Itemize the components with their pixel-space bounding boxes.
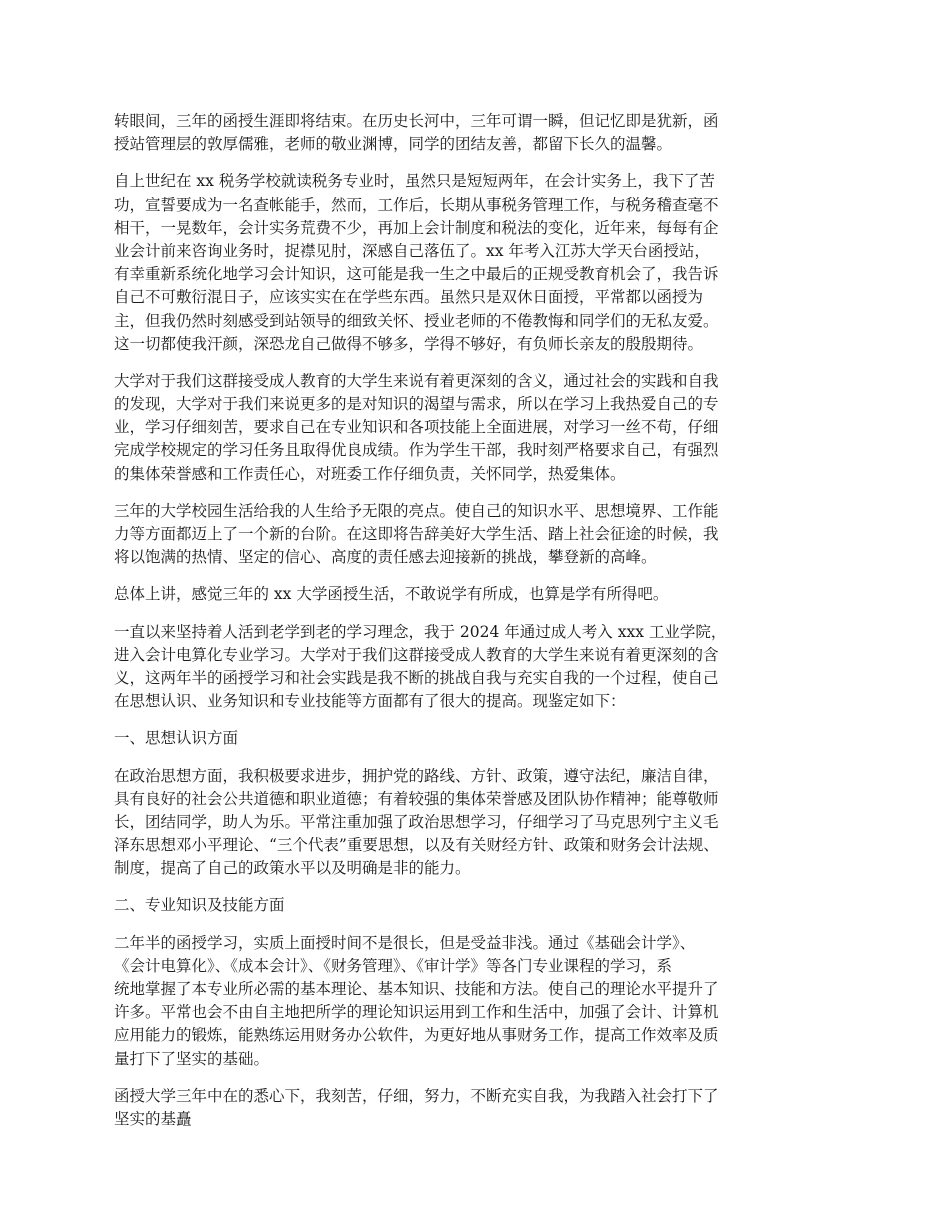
text-line: 这一切都使我汗颜，深恐龙自己做得不够多，学得不够好，有负师长亲友的殷殷期待。: [114, 334, 704, 353]
text-line: 业会计前来咨询业务时，捉襟见肘，深感自己落伍了。xx 年考入江苏大学天台函授站，: [114, 241, 710, 260]
text-line: 自己不可敷衍混日子，应该实实在在学些东西。虽然只是双休日面授，平常都以函授为: [114, 288, 704, 307]
text-line: 在政治思想方面，我积极要求进步，拥护党的路线、方针、政策，遵守法纪，廉洁自律，: [114, 766, 719, 785]
text-line: 相干，一晃数年，会计实务荒费不少，再加上会计制度和税法的变化，近年来，每每有企: [114, 218, 719, 237]
text-line: 坚实的基矗: [114, 1109, 192, 1128]
text-line: 的集体荣誉感和工作责任心，对班委工作仔细负责，关怀同学，热爱集体。: [114, 464, 626, 483]
text-line: 完成学校规定的学习任务且取得优良成绩。作为学生干部，我时刻严格要求自己，有强烈: [114, 441, 719, 460]
paragraph: [114, 170, 844, 356]
text-line: 力等方面都迈上了一个新的台阶。在这即将告辞美好大学生活、踏上社会征途的时候，我: [114, 525, 719, 543]
text-line: 进入会计电算化专业学习。大学对于我们这群接受成人教育的大学生来说有着更深刻的含: [114, 645, 719, 664]
text-line: 三年的大学校园生活给我的人生给予无限的亮点。使自己的知识水平、思想境界、工作能: [114, 501, 719, 520]
text-line: 具有良好的社会公共道德和职业道德；有着较强的集体荣誉感及团队协作精神；能尊敬师: [114, 789, 719, 808]
text-line: 一、思想认识方面: [114, 729, 239, 748]
text-line: 授站管理层的敦厚儒雅，老师的敬业渊博，同学的团结友善，都留下长久的温馨。: [114, 135, 673, 154]
text-line: 总体上讲，感觉三年的 xx 大学函授生活，不敢说学有所成，也算是学有所得吧。: [114, 585, 669, 604]
text-line: 二年半的函授学习，实质上面授时间不是很长，但是受益非浅。通过《基础会计学》、: [114, 933, 696, 952]
text-line: 制度，提高了自己的政策水平以及明确是非的能力。: [114, 859, 471, 878]
section-heading: [114, 727, 844, 750]
text-line: 在思想认识、业务知识和专业技能等方面都有了很大的提高。现鉴定如下：: [114, 692, 626, 711]
text-line: 一直以来坚持着人活到老学到老的学习理念，我于 2024 年通过成人考入 xxx 工业学院，: [114, 622, 727, 641]
text-line: 将以饱满的热情、坚定的信心、高度的责任感去迎接新的挑战，攀登新的高峰。: [114, 548, 657, 567]
paragraph: [114, 583, 844, 606]
text-line: 许多。平常也会不由自主地把所学的理论知识运用到工作和生活中，加强了会计、计算机: [114, 1003, 719, 1022]
text-line: 义，这两年半的函授学习和社会实践是我不断的挑战自我与充实自我的一个过程，使自己: [114, 668, 719, 687]
paragraph: [114, 932, 844, 1071]
paragraph: [114, 110, 844, 156]
text-line: 统地掌握了本专业所必需的基本理论、基本知识、技能和方法。使自己的理论水平提升了: [114, 980, 719, 998]
section-heading: [114, 894, 844, 917]
paragraph: [114, 621, 844, 714]
text-line: 转眼间，三年的函授生涯即将结束。在历史长河中，三年可谓一瞬，但记忆即是犹新，函: [114, 112, 719, 130]
text-line: 《会计电算化》、《成本会计》、《财务管理》、《审计学》等各门专业课程的学习，系: [114, 956, 673, 975]
text-line: 应用能力的锻炼，能熟练运用财务办公软件，为更好地从事财务工作，提高工作效率及质: [114, 1026, 719, 1045]
text-line: 二、专业知识及技能方面: [114, 896, 285, 915]
text-line: 主，但我仍然时刻感受到站领导的细致关怀、授业老师的不倦教悔和同学们的无私友爱。: [114, 311, 719, 330]
text-line: 函授大学三年中在的悉心下，我刻苦，仔细，努力，不断充实自我，为我踏入社会打下了: [114, 1086, 719, 1105]
text-line: 的发现，大学对于我们来说更多的是对知识的渴望与需求，所以在学习上我热爱自己的专: [114, 395, 719, 414]
text-line: 长，团结同学，助人为乐。平常注重加强了政治思想学习，仔细学习了马克思列宁主义毛: [114, 812, 719, 831]
text-line: 量打下了坚实的基础。: [114, 1049, 270, 1068]
paragraph: [114, 370, 844, 486]
text-line: 泽东思想邓小平理论、“三个代表”重要思想，以及有关财经方针、政策和财务会计法规、: [114, 836, 719, 855]
paragraph: [114, 500, 844, 570]
paragraph: [114, 765, 844, 881]
paragraph: [114, 1085, 844, 1131]
text-line: 有幸重新系统化地学习会计知识，这可能是我一生之中最后的正规受教育机会了，我告诉: [114, 265, 719, 284]
document-body: [114, 110, 844, 1145]
text-line: 大学对于我们这群接受成人教育的大学生来说有着更深刻的含义，通过社会的实践和自我: [114, 371, 719, 390]
text-line: 自上世纪在 xx 税务学校就读税务专业时，虽然只是短短两年，在会计实务上，我下了苦: [114, 172, 715, 191]
text-line: 业，学习仔细刻苦，要求自己在专业知识和各项技能上全面进展，对学习一丝不苟，仔细: [114, 418, 719, 437]
text-line: 功，宣誓要成为一名查帐能手，然而，工作后，长期从事税务管理工作，与税务稽查毫不: [114, 195, 719, 214]
